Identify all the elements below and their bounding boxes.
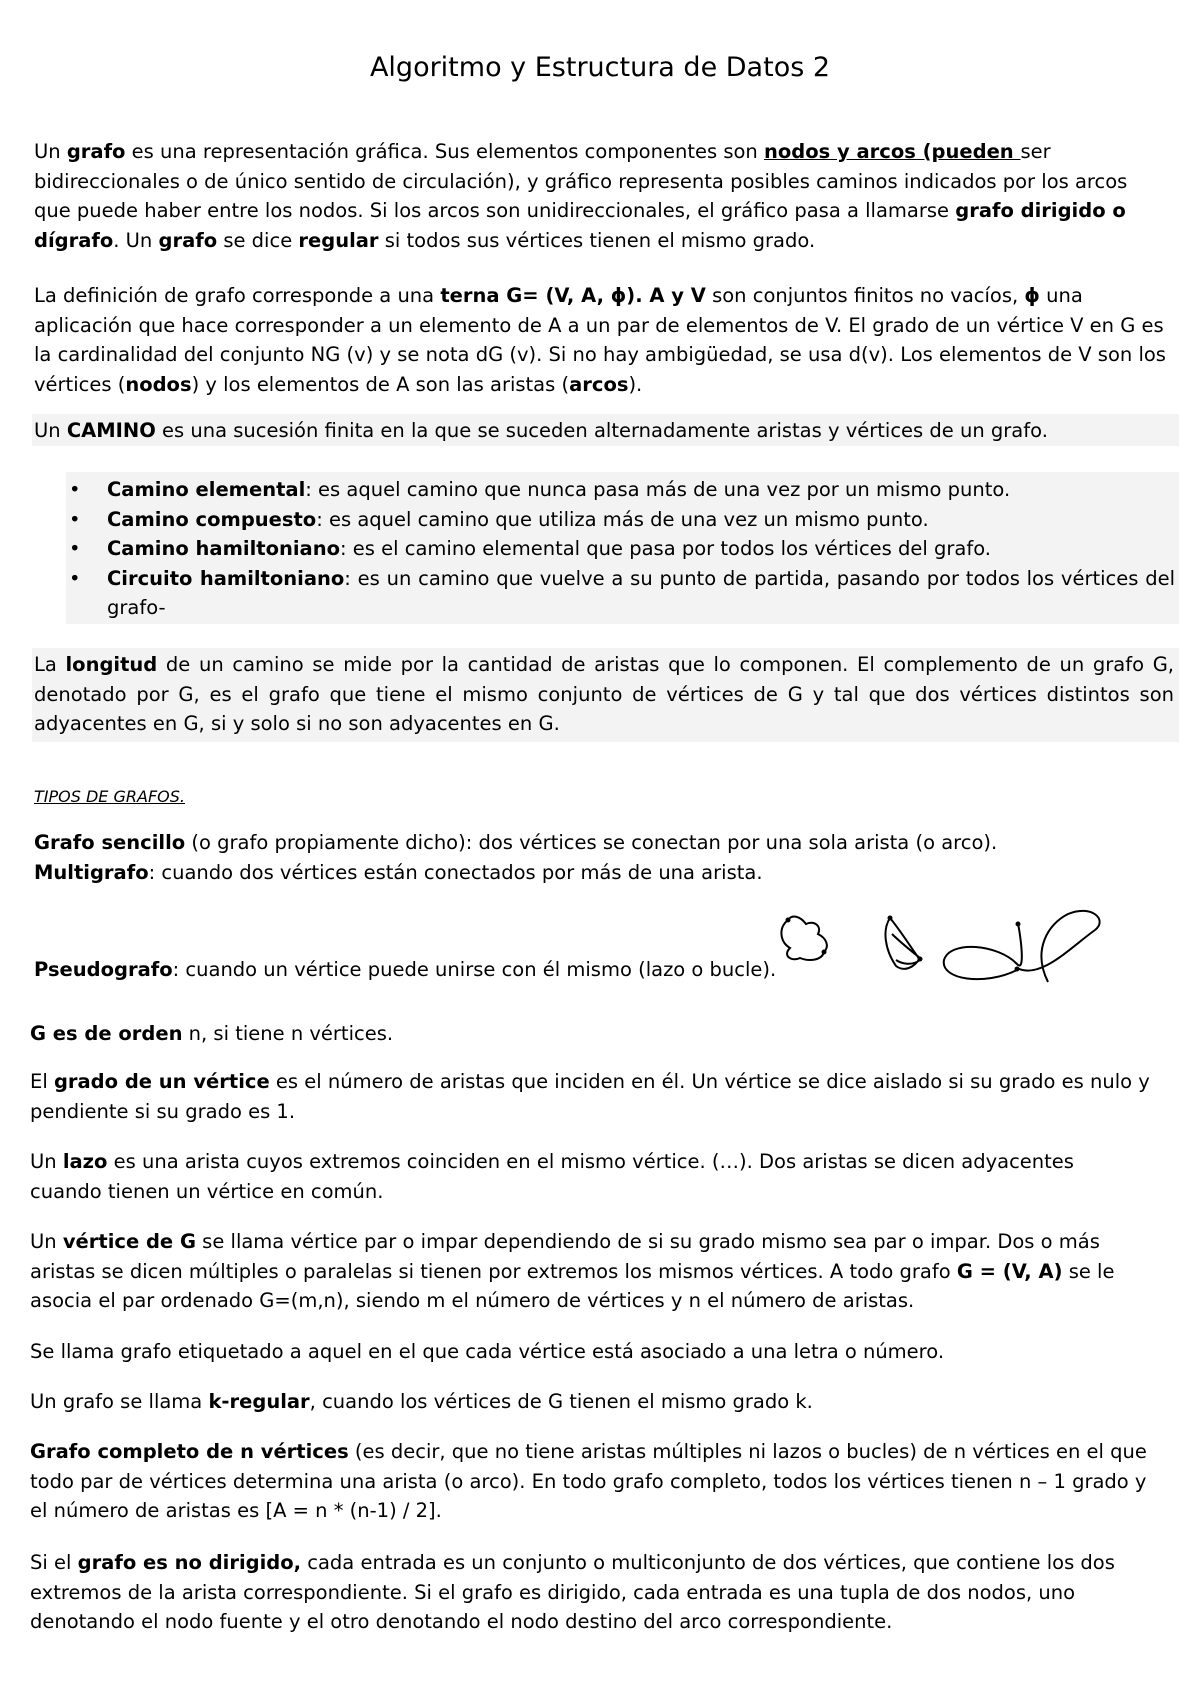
vertex-icon [888, 916, 893, 921]
vertex-icon [1016, 922, 1021, 927]
paragraph-multigrafo: Multigrafo: cuando dos vértices están conectados por más de una arista. [34, 861, 763, 884]
paragraph-k-regular: Un grafo se llama k-regular, cuando los vértices de G tienen el mismo grado k. [30, 1390, 813, 1413]
term-orden: G es de orden [30, 1022, 183, 1045]
term-k-regular: k-regular [208, 1390, 310, 1413]
paragraph-orden: G es de orden n, si tiene n vértices. [30, 1022, 394, 1045]
paragraph-etiquetado: Se llama grafo etiquetado a aquel en el que cada vértice está asociado a una letra o número. [30, 1340, 945, 1363]
paragraph-completo: Grafo completo de n vértices (es decir, que no tiene aristas múltiples ni lazos o bucles) de n vértices en el que todo par de vértices determina una arista (o arco). En todo grafo completo, todos los vértices tienen n – 1 grado y el número de aristas es [A = n * (n-1) / 2]. [30, 1440, 1147, 1522]
paragraph-grado: El grado de un vértice es el número de aristas que inciden en él. Un vértice se dice aislado si su grado es nulo y pendiente si su grado es 1. [30, 1070, 1150, 1123]
paragraph-definicion: La definición de grafo corresponde a una terna G= (V, A, ϕ). A y V son conjuntos finitos no vacíos, ϕ una aplicación que hace corresponder a un elemento de A a un par de elementos de V. El grado de un vértice V en G es la cardinalidad del conjunto NG (v) y se nota dG (v). Si no hay ambigüedad, se usa d(v). Los elementos de V son los vértices (nodos) y los elementos de A son las aristas (arcos). [34, 284, 1166, 396]
term-terna: terna G= (V, A, ϕ). A y V [440, 284, 706, 307]
paragraph-no-dirigido: Si el grafo es no dirigido, cada entrada es un conjunto o multiconjunto de dos vértices, que contiene los dos extremos de la arista correspondiente. Si el grafo es dirigido, cada entrada es una tupla de dos nodos, uno denotando el nodo fuente y el otro denotando el nodo destino del arco correspondiente. [30, 1551, 1115, 1633]
list-item: • Camino compuesto: es aquel camino que utiliza más de una vez un mismo punto. [67, 505, 1175, 535]
list-item: • Camino elemental: es aquel camino que nunca pasa más de una vez por un mismo punto. [67, 475, 1175, 505]
section-heading-tipos: TIPOS DE GRAFOS. [34, 787, 185, 806]
paragraph-sencillo: Grafo sencillo (o grafo propiamente dicho): dos vértices se conectan por una sola arista (o arco). [34, 831, 998, 854]
page-title: Algoritmo y Estructura de Datos 2 [369, 52, 831, 83]
paragraph-longitud: La longitud de un camino se mide por la cantidad de aristas que lo componen. El complemento de un grafo G, denotado por G, es el grafo que tiene el mismo conjunto de vértices de G y tal que dos vértices distintos son adyacentes en G, si y solo si no son adyacentes en G. [34, 653, 1174, 735]
multigraph-sketch [885, 918, 920, 969]
term-lazo: lazo [62, 1150, 108, 1173]
list-item: • Camino hamiltoniano: es el camino elemental que pasa por todos los vértices del grafo. [67, 534, 1175, 564]
term-regular: regular [298, 228, 379, 252]
term-grafo-completo: Grafo completo de n vértices [30, 1440, 349, 1463]
paragraph-vertice: Un vértice de G se llama vértice par o impar dependiendo de si su grado mismo sea par o impar. Dos o más aristas se dicen múltiples o paralelas si tienen por extremos los mismos vértices. A todo grafo G = (V, A) se le asocia el par ordenado G=(m,n), siendo m el número de vértices y n el número de aristas. [30, 1230, 1115, 1312]
paragraph-pseudografo: Pseudografo: cuando un vértice puede unirse con él mismo (lazo o bucle). [34, 958, 777, 981]
paragraph-grafo: Un grafo es una representación gráfica. Sus elementos componentes son nodos y arcos (pueden ser bidireccionales o de único sentido de circulación), y gráfico representa posibles caminos indicados por los arcos que puede haber entre los nodos. Si los arcos son unidireccionales, el gráfico pasa a llamarse grafo dirigido o dígrafo. Un grafo se dice regular si todos sus vértices tienen el mismo grado. [34, 140, 1128, 252]
vertex-icon [786, 918, 791, 923]
term-nodos-arcos: nodos y arcos (pueden [763, 140, 1021, 163]
graph-types-figure [770, 890, 1110, 995]
term-grafo-dirigido: grafo dirigido o dígrafo [34, 199, 1126, 252]
simple-graph-sketch [781, 917, 826, 960]
vertex-icon [1015, 967, 1020, 972]
term-no-dirigido: grafo es no dirigido, [77, 1551, 302, 1574]
camino-bullet-list [67, 475, 1175, 623]
term-camino: CAMINO [66, 419, 156, 442]
term-pseudografo: Pseudografo [34, 958, 173, 981]
term-longitud: longitud [65, 653, 158, 676]
vertex-icon [822, 950, 827, 955]
term-multigrafo: Multigrafo [34, 861, 149, 884]
list-item: • Circuito hamiltoniano: es un camino que vuelve a su punto de partida, pasando por todos los vértices del grafo- [67, 564, 1175, 623]
paragraph-camino: Un CAMINO es una sucesión finita en la que se suceden alternadamente aristas y vértices de un grafo. [34, 419, 1048, 442]
term-grado: grado de un vértice [53, 1070, 270, 1093]
paragraph-lazo: Un lazo es una arista cuyos extremos coinciden en el mismo vértice. (…). Dos aristas se dicen adyacentes cuando tienen un vértice en común. [30, 1150, 1074, 1203]
vertex-icon [918, 957, 923, 962]
pseudograph-sketch [944, 911, 1100, 982]
term-grafo: grafo [66, 140, 126, 163]
term-grafo-sencillo: Grafo sencillo [34, 831, 186, 854]
term-vertice-de-g: vértice de G [62, 1230, 196, 1253]
